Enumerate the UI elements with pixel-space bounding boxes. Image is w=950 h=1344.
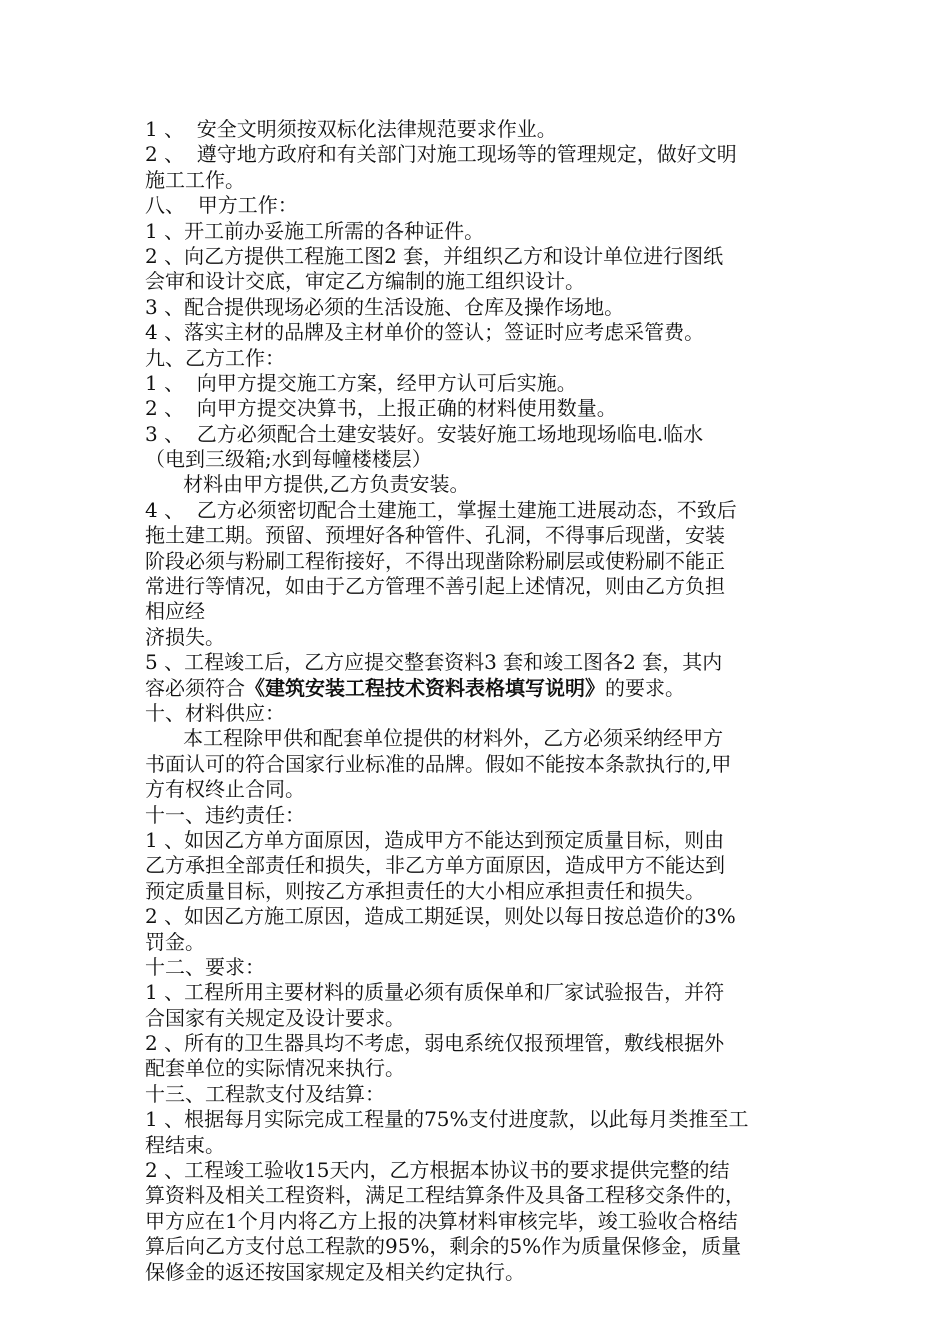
text-line: 1 、 安全文明须按双标化法律规范要求作业。 (145, 117, 557, 141)
text-line: 保修金的返还按国家规定及相关约定执行。 (145, 1259, 525, 1284)
text-segment: 容必须符合 (145, 675, 245, 700)
text-line: 常进行等情况，如由于乙方管理不善引起上述情况，则由乙方负担 (145, 574, 725, 599)
text-line: 程结束。 (145, 1132, 225, 1157)
text-line: 2 、工程竣工验收15天内，乙方根据本协议书的要求提供完整的结 (145, 1158, 730, 1183)
text-line: 2 、向乙方提供工程施工图2 套，并组织乙方和设计单位进行图纸 (145, 243, 724, 268)
text-line: 拖土建工期。预留、预埋好各种管件、孔洞，不得事后现凿，安装 (145, 523, 725, 548)
text-line: 4 、 乙方必须密切配合土建施工，掌握土建施工进展动态，不致后 (145, 497, 737, 522)
text-line: 合国家有关规定及设计要求。 (145, 1005, 405, 1030)
text-line: 1 、开工前办妥施工所需的各种证件。 (145, 218, 485, 243)
text-line: 乙方承担全部责任和损失，非乙方单方面原因，造成甲方不能达到 (145, 853, 725, 878)
text-line: 算资料及相关工程资料，满足工程结算条件及具备工程移交条件的， (145, 1183, 745, 1208)
section-heading: 十三、工程款支付及结算： (145, 1081, 385, 1106)
text-line: 相应经 (145, 599, 205, 624)
text-line: 罚金。 (145, 929, 205, 954)
text-line: 2 、如因乙方施工原因，造成工期延误，则处以每日按总造价的3% (145, 904, 736, 929)
text-line: 阶段必须与粉刷工程衔接好，不得出现凿除粉刷层或使粉刷不能正 (145, 548, 725, 573)
text-line: 2 、 遵守地方政府和有关部门对施工现场等的管理规定，做好文明 (145, 142, 737, 167)
text-line: 1 、 向甲方提交施工方案，经甲方认可后实施。 (145, 370, 577, 395)
section-heading: 八、 甲方工作： (145, 193, 298, 218)
text-line: 甲方应在1个月内将乙方上报的决算材料审核完毕，竣工验收合格结 (145, 1208, 738, 1233)
text-line: 材料由甲方提供,乙方负责安装。 (145, 472, 470, 497)
text-line: 3 、配合提供现场必须的生活设施、仓库及操作场地。 (145, 294, 625, 319)
section-heading: 九、乙方工作： (145, 345, 285, 370)
text-line: 1 、工程所用主要材料的质量必须有质保单和厂家试验报告，并符 (145, 980, 725, 1005)
text-line: 1 、根据每月实际完成工程量的75%支付进度款，以此每月类推至工 (145, 1107, 749, 1132)
text-line: 4 、落实主材的品牌及主材单价的签认；签证时应考虑采管费。 (145, 320, 705, 345)
document-body (145, 117, 810, 1285)
text-line: 会审和设计交底，审定乙方编制的施工组织设计。 (145, 269, 585, 294)
text-line (145, 676, 810, 701)
text-line: 书面认可的符合国家行业标准的品牌。假如不能按本条款执行的,甲 (145, 751, 732, 776)
text-line: 算后向乙方支付总工程款的95%，剩余的5%作为质量保修金，质量 (145, 1234, 742, 1259)
text-line: 本工程除甲供和配套单位提供的材料外，乙方必须采纳经甲方 (145, 726, 724, 751)
text-line: 2 、 向甲方提交决算书，上报正确的材料使用数量。 (145, 396, 617, 421)
text-segment: 的要求。 (605, 675, 685, 700)
text-line: （电到三级箱;水到每幢楼楼层） (145, 447, 432, 472)
text-line: 3 、 乙方必须配合土建安装好。安装好施工场地现场临电.临水 (145, 421, 704, 446)
text-line: 2 、所有的卫生器具均不考虑，弱电系统仅报预埋管，敷线根据外 (145, 1031, 725, 1056)
text-line: 1 、如因乙方单方面原因，造成甲方不能达到预定质量目标，则由 (145, 827, 725, 852)
section-heading: 十一、违约责任： (145, 802, 305, 827)
text-line: 施工工作。 (145, 167, 245, 192)
section-heading: 十二、要求： (145, 954, 265, 979)
document-title-reference: 《建筑安装工程技术资料表格填写说明》 (245, 675, 605, 700)
text-line: 预定质量目标，则按乙方承担责任的大小相应承担责任和损失。 (145, 878, 705, 903)
text-line: 配套单位的实际情况来执行。 (145, 1056, 405, 1081)
text-line: 5 、工程竣工后，乙方应提交整套资料3 套和竣工图各2 套，其内 (145, 650, 723, 675)
text-line: 济损失。 (145, 624, 225, 649)
section-heading: 十、材料供应： (145, 700, 285, 725)
text-line: 方有权终止合同。 (145, 777, 305, 802)
